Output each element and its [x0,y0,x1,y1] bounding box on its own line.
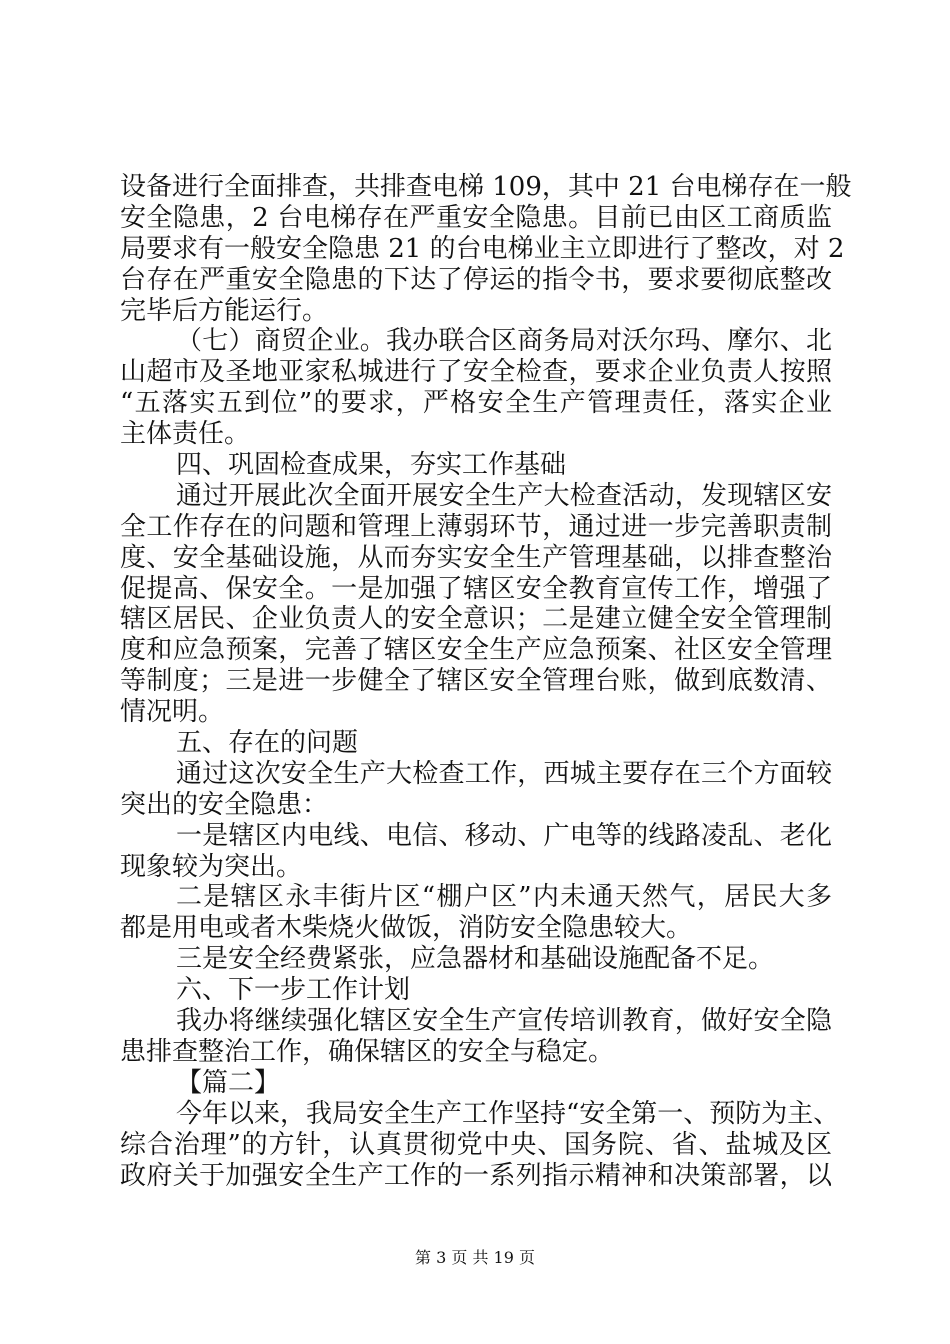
text-line: 安全隐患，2 台电梯存在严重安全隐患。目前已由区工商质监 [120,202,832,233]
text-line: 台存在严重安全隐患的下达了停运的指令书，要求要彻底整改 [120,264,832,295]
text-line: 山超市及圣地亚家私城进行了安全检查，要求企业负责人按照 [120,357,832,388]
text-line: 一是辖区内电线、电信、移动、广电等的线路凌乱、老化 [176,820,832,851]
text-line: 度、安全基础设施，从而夯实安全生产管理基础，以排查整治 [120,542,832,573]
text-line: （七）商贸企业。我办联合区商务局对沃尔玛、摩尔、北 [176,326,832,357]
text-line: 【篇二】 [176,1067,281,1098]
text-line: 设备进行全面排查，共排查电梯 109，其中 21 台电梯存在一般 [120,172,852,202]
text-line: 二是辖区永丰街片区“棚户区”内未通天然气，居民大多 [176,882,832,913]
text-line: 都是用电或者木柴烧火做饭，消防安全隐患较大。 [120,913,693,944]
text-line: 现象较为突出。 [120,851,303,882]
text-line: 政府关于加强安全生产工作的一系列指示精神和决策部署，以 [120,1160,832,1191]
text-line: 四、巩固检查成果，夯实工作基础 [176,450,567,481]
text-line: 六、下一步工作计划 [176,975,411,1006]
text-line: 五、存在的问题 [176,728,359,759]
text-line: 促提高、保安全。一是加强了辖区安全教育宣传工作，增强了 [120,573,832,604]
text-line: 患排查整治工作，确保辖区的安全与稳定。 [120,1036,615,1067]
text-line: 情况明。 [120,697,225,728]
text-line: 我办将继续强化辖区安全生产宣传培训教育，做好安全隐 [176,1006,832,1037]
text-line: 突出的安全隐患： [120,789,329,820]
text-line: 通过开展此次全面开展安全生产大检查活动，发现辖区安 [176,480,832,511]
document-body [120,172,852,1191]
text-line: 等制度；三是进一步健全了辖区安全管理台账，做到底数清、 [120,666,832,697]
text-line: 辖区居民、企业负责人的安全意识；二是建立健全安全管理制 [120,604,832,635]
text-line: 完毕后方能运行。 [120,295,329,326]
text-line: 三是安全经费紧张，应急器材和基础设施配备不足。 [176,944,775,975]
page-footer: 第 3 页 共 19 页 [415,1248,535,1267]
text-line: 综合治理”的方针，认真贯彻党中央、国务院、省、盐城及区 [120,1129,832,1160]
text-line: 主体责任。 [120,419,251,450]
text-line: 全工作存在的问题和管理上薄弱环节，通过进一步完善职责制 [120,511,832,542]
text-line: 通过这次安全生产大检查工作，西城主要存在三个方面较 [176,758,832,789]
text-line: 今年以来，我局安全生产工作坚持“安全第一、预防为主、 [176,1098,840,1129]
text-line: “五落实五到位”的要求，严格安全生产管理责任，落实企业 [120,388,832,419]
text-line: 度和应急预案，完善了辖区安全生产应急预案、社区安全管理 [120,635,832,666]
text-line: 局要求有一般安全隐患 21 的台电梯业主立即进行了整改，对 2 [120,233,845,264]
